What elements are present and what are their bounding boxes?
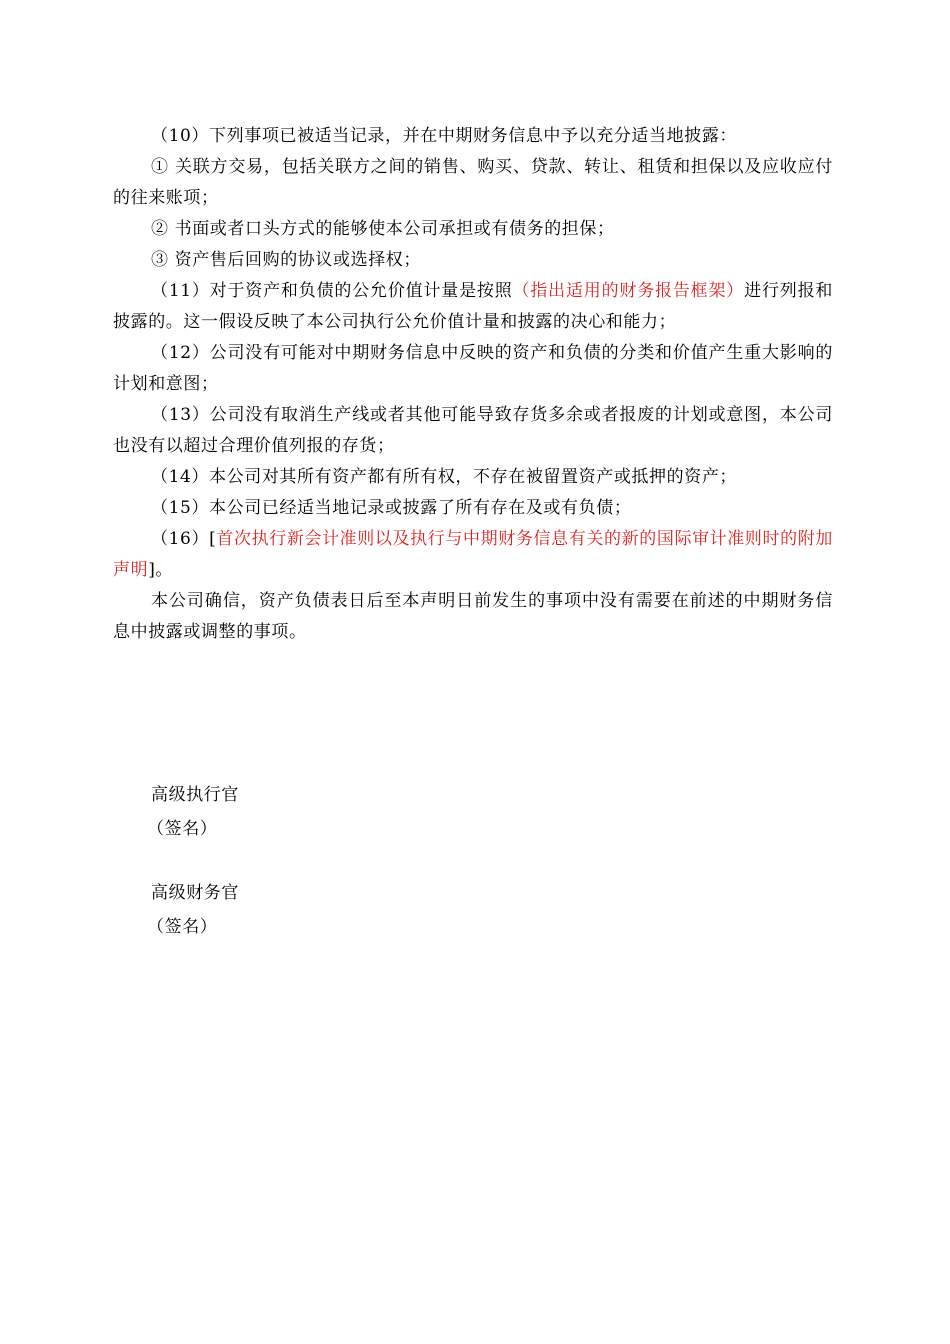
item-13-text: （13）公司没有取消生产线或者其他可能导致存货多余或者报废的计划或意图，本公司也没有以超过合理价值列报的存货； bbox=[113, 405, 833, 456]
item-11 bbox=[113, 276, 833, 338]
item-16-text-pre: （16）[ bbox=[151, 529, 217, 549]
confirmation-paragraph bbox=[113, 586, 833, 648]
item-11-text-post: 进行列报和披露的。这一假设反映了本公司执行公允价值计量和披露的决心和能力； bbox=[113, 281, 833, 332]
cfo-signature-note: （签名） bbox=[147, 917, 218, 937]
cfo-signature-block bbox=[147, 876, 451, 944]
item-13 bbox=[113, 400, 833, 462]
cfo-title: 高级财务官 bbox=[151, 883, 239, 903]
item-10-sub-2-text: ② 书面或者口头方式的能够使本公司承担或有债务的担保； bbox=[151, 219, 615, 239]
item-15 bbox=[113, 493, 833, 524]
item-11-placeholder: （指出适用的财务报告框架） bbox=[512, 281, 745, 301]
item-10-sub-3 bbox=[113, 245, 833, 276]
item-11-text-pre: （11）对于资产和负债的公允价值计量是按照 bbox=[151, 281, 513, 301]
item-10-text: （10）下列事项已被适当记录，并在中期财务信息中予以充分适当地披露： bbox=[151, 126, 738, 146]
ceo-signature-note: （签名） bbox=[147, 819, 218, 839]
confirmation-text: 本公司确信，资产负债表日后至本声明日前发生的事项中没有需要在前述的中期财务信息中披露或调整的事项。 bbox=[113, 591, 833, 642]
item-14 bbox=[113, 462, 833, 493]
item-15-text: （15）本公司已经适当地记录或披露了所有存在及或有负债； bbox=[151, 498, 632, 518]
ceo-signature-block bbox=[147, 778, 451, 846]
item-16-text-post: ]。 bbox=[148, 560, 174, 580]
item-10 bbox=[113, 121, 833, 152]
item-10-sub-1-text: ① 关联方交易，包括关联方之间的销售、购买、贷款、转让、租赁和担保以及应收应付的往来账项； bbox=[113, 157, 833, 208]
signature-section bbox=[147, 778, 451, 974]
item-12-text: （12）公司没有可能对中期财务信息中反映的资产和负债的分类和价值产生重大影响的计划和意图； bbox=[113, 343, 833, 394]
statement-body bbox=[113, 121, 833, 648]
item-10-sub-3-text: ③ 资产售后回购的协议或选择权； bbox=[151, 250, 422, 270]
item-16 bbox=[113, 524, 833, 586]
ceo-title: 高级执行官 bbox=[151, 785, 239, 805]
item-16-placeholder: 首次执行新会计准则以及执行与中期财务信息有关的新的国际审计准则时的附加声明 bbox=[113, 529, 834, 580]
item-14-text: （14）本公司对其所有资产都有所有权，不存在被留置资产或抵押的资产； bbox=[151, 467, 738, 487]
item-10-sub-2 bbox=[113, 214, 833, 245]
item-12 bbox=[113, 338, 833, 400]
item-10-sub-1 bbox=[113, 152, 833, 214]
